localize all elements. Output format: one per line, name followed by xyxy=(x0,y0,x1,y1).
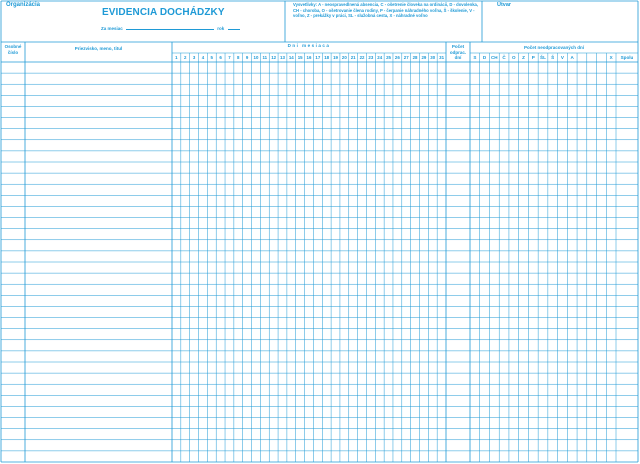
organization-label: Organizácia xyxy=(6,2,41,8)
day-number-10: 10 xyxy=(253,55,259,60)
absence-code-šl: ŠL xyxy=(540,55,546,60)
table-row[interactable] xyxy=(1,229,638,240)
absence-code-a: A xyxy=(570,55,574,60)
table-row[interactable] xyxy=(1,273,638,284)
header-personal-number: Osobné číslo xyxy=(4,44,22,55)
day-number-26: 26 xyxy=(394,55,400,60)
day-number-21: 21 xyxy=(350,55,356,60)
table-row[interactable] xyxy=(1,373,638,384)
day-number-7: 7 xyxy=(228,55,231,60)
table-row[interactable] xyxy=(1,95,638,106)
table-row[interactable] xyxy=(1,295,638,306)
absence-code-z: Z xyxy=(522,55,525,60)
table-row[interactable] xyxy=(1,62,638,73)
table-row[interactable] xyxy=(1,451,638,462)
table-row[interactable] xyxy=(1,118,638,129)
year-label: rok xyxy=(217,26,225,31)
day-number-20: 20 xyxy=(341,55,347,60)
table-row[interactable] xyxy=(1,340,638,351)
table-row[interactable] xyxy=(1,73,638,84)
table-row[interactable] xyxy=(1,429,638,440)
table-row[interactable] xyxy=(1,184,638,195)
absence-code-č: Č xyxy=(502,55,506,60)
day-number-25: 25 xyxy=(386,55,391,60)
table-row[interactable] xyxy=(1,106,638,117)
table-row[interactable] xyxy=(1,240,638,251)
absence-code-s: S xyxy=(473,55,477,60)
day-number-1: 1 xyxy=(175,55,178,60)
table-row[interactable] xyxy=(1,151,638,162)
day-number-11: 11 xyxy=(262,55,268,60)
absence-code-ch: CH xyxy=(490,55,498,60)
table-row[interactable] xyxy=(1,162,638,173)
absence-code-š: Š xyxy=(551,55,555,60)
day-number-22: 22 xyxy=(359,55,365,60)
absence-code-p: P xyxy=(531,55,535,60)
table-row[interactable] xyxy=(1,284,638,295)
table-row[interactable] xyxy=(1,251,638,262)
table-row[interactable] xyxy=(1,206,638,217)
table-row[interactable] xyxy=(1,395,638,406)
day-number-19: 19 xyxy=(333,55,338,60)
day-number-31: 31 xyxy=(439,55,445,60)
day-number-23: 23 xyxy=(368,55,374,60)
day-number-3: 3 xyxy=(192,55,196,60)
table-row[interactable] xyxy=(1,195,638,206)
table-row[interactable] xyxy=(1,306,638,317)
absence-code-v: V xyxy=(560,55,564,60)
header-days-of-month: Dni mesiaca xyxy=(287,43,331,48)
day-number-27: 27 xyxy=(403,55,409,60)
form-title: EVIDENCIA DOCHÁDZKY xyxy=(102,7,225,18)
header-unworked-days: Počet neodpracovaných dní xyxy=(523,45,584,50)
table-row[interactable] xyxy=(1,140,638,151)
table-row[interactable] xyxy=(1,384,638,395)
day-number-15: 15 xyxy=(297,55,303,60)
legend-text: Vysvetlivky: A - neospravedlnená absencia, C - ošetrenie človeka na ordinácii, D - dovolenka, CH - choroba, O - ošetrovanie člena rodiny, P - čerpanie náhradného voľna, Š - školenie, V - voľno, Z - prekážky v práci, SL - služobná cesta, X - náhradné voľno xyxy=(293,2,479,19)
day-number-12: 12 xyxy=(271,55,277,60)
table-row[interactable] xyxy=(1,262,638,273)
table-row[interactable] xyxy=(1,218,638,229)
department-label: Útvar xyxy=(497,2,512,8)
day-number-18: 18 xyxy=(324,55,330,60)
day-number-2: 2 xyxy=(184,55,187,60)
table-row[interactable] xyxy=(1,440,638,451)
day-number-28: 28 xyxy=(412,55,418,60)
day-number-14: 14 xyxy=(288,55,294,60)
absence-code-d: D xyxy=(482,55,487,60)
absence-code-x: X xyxy=(609,55,613,60)
day-number-30: 30 xyxy=(430,55,436,60)
day-number-29: 29 xyxy=(421,55,427,60)
table-row[interactable] xyxy=(1,418,638,429)
day-number-16: 16 xyxy=(306,55,312,60)
table-row[interactable] xyxy=(1,173,638,184)
absence-code-spolu: Spolu xyxy=(620,55,634,60)
header-worked-total: Počet odprac. dní xyxy=(449,44,467,60)
day-number-4: 4 xyxy=(201,55,205,60)
table-row[interactable] xyxy=(1,351,638,362)
absence-code-o: O xyxy=(511,55,516,60)
table-row[interactable] xyxy=(1,129,638,140)
table-row[interactable] xyxy=(1,406,638,417)
day-number-13: 13 xyxy=(280,55,285,60)
table-row[interactable] xyxy=(1,318,638,329)
day-number-24: 24 xyxy=(377,55,383,60)
table-row[interactable] xyxy=(1,362,638,373)
table-row[interactable] xyxy=(1,84,638,95)
day-number-17: 17 xyxy=(315,55,321,60)
table-row[interactable] xyxy=(1,329,638,340)
day-number-5: 5 xyxy=(210,55,213,60)
day-number-6: 6 xyxy=(219,55,222,60)
month-label: Za mesiac xyxy=(101,26,123,31)
day-number-8: 8 xyxy=(237,55,240,60)
header-name: Priezvisko, meno, titul xyxy=(74,46,123,51)
day-number-9: 9 xyxy=(245,55,249,60)
